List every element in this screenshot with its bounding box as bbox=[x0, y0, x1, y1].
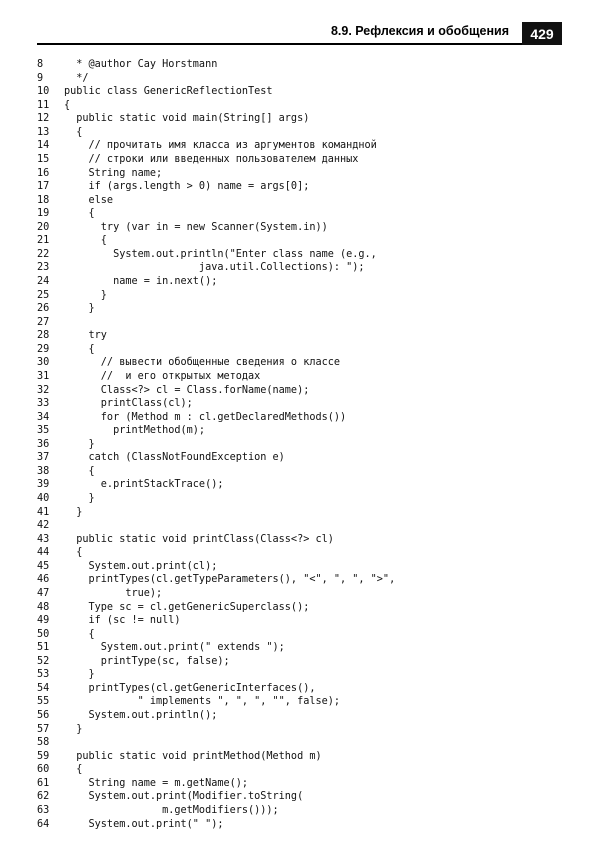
code-line bbox=[37, 709, 562, 723]
code-text: System.out.print(" "); bbox=[64, 818, 224, 830]
line-number: 52 bbox=[37, 655, 50, 667]
line-number: 54 bbox=[37, 682, 50, 694]
code-line bbox=[37, 438, 562, 452]
line-number: 14 bbox=[37, 140, 50, 152]
code-line bbox=[37, 465, 562, 479]
code-text: if (sc != null) bbox=[64, 615, 181, 627]
code-line bbox=[37, 628, 562, 642]
code-text: // строки или введенных пользователем данных bbox=[64, 153, 359, 165]
line-number: 51 bbox=[37, 642, 50, 654]
line-number: 19 bbox=[37, 208, 50, 220]
code-line bbox=[37, 180, 562, 194]
code-text: true); bbox=[64, 587, 163, 599]
code-line bbox=[37, 343, 562, 357]
code-text: else bbox=[64, 194, 114, 206]
code-line bbox=[37, 573, 562, 587]
line-number: 46 bbox=[37, 574, 50, 586]
code-text: { bbox=[64, 628, 95, 640]
code-line bbox=[37, 587, 562, 601]
code-text: if (args.length > 0) name = args[0]; bbox=[64, 181, 310, 193]
code-text: // вывести обобщенные сведения о классе bbox=[64, 357, 341, 369]
line-number: 26 bbox=[37, 303, 50, 315]
line-number: 55 bbox=[37, 696, 50, 708]
code-line bbox=[37, 668, 562, 682]
code-line bbox=[37, 316, 562, 330]
code-line bbox=[37, 99, 562, 113]
code-line bbox=[37, 370, 562, 384]
line-number: 61 bbox=[37, 777, 50, 789]
code-line bbox=[37, 329, 562, 343]
code-line bbox=[37, 411, 562, 425]
code-text: printType(sc, false); bbox=[64, 655, 230, 667]
code-text: public static void main(String[] args) bbox=[64, 113, 310, 125]
line-number: 47 bbox=[37, 587, 50, 599]
line-number: 20 bbox=[37, 221, 50, 233]
line-number: 21 bbox=[37, 235, 50, 247]
line-number: 45 bbox=[37, 560, 50, 572]
code-text: catch (ClassNotFoundException e) bbox=[64, 452, 285, 464]
line-number: 16 bbox=[37, 167, 50, 179]
code-line bbox=[37, 723, 562, 737]
line-number: 10 bbox=[37, 86, 50, 98]
code-text: public static void printClass(Class<?> cl) bbox=[64, 533, 334, 545]
code-line bbox=[37, 424, 562, 438]
code-text: } bbox=[64, 723, 83, 735]
line-number: 27 bbox=[37, 316, 50, 328]
code-line bbox=[37, 302, 562, 316]
code-line bbox=[37, 695, 562, 709]
code-line bbox=[37, 641, 562, 655]
code-line bbox=[37, 506, 562, 520]
code-text bbox=[64, 736, 562, 750]
code-text: // и его открытых методах bbox=[64, 370, 261, 382]
code-line bbox=[37, 153, 562, 167]
code-line bbox=[37, 139, 562, 153]
line-number: 11 bbox=[37, 99, 50, 111]
code-text: */ bbox=[64, 72, 89, 84]
code-line bbox=[37, 560, 562, 574]
code-line bbox=[37, 533, 562, 547]
code-text: { bbox=[64, 208, 95, 220]
code-line bbox=[37, 397, 562, 411]
line-number: 29 bbox=[37, 343, 50, 355]
line-number: 31 bbox=[37, 370, 50, 382]
code-text: System.out.print(cl); bbox=[64, 560, 218, 572]
line-number: 35 bbox=[37, 425, 50, 437]
code-text: name = in.next(); bbox=[64, 276, 218, 287]
code-line bbox=[37, 126, 562, 140]
code-text: * @author Cay Horstmann bbox=[64, 59, 218, 70]
line-number: 36 bbox=[37, 438, 50, 450]
code-line bbox=[37, 750, 562, 764]
code-text: printMethod(m); bbox=[64, 425, 206, 437]
page-header bbox=[37, 22, 562, 46]
code-line bbox=[37, 384, 562, 398]
code-line bbox=[37, 492, 562, 506]
line-number: 63 bbox=[37, 804, 50, 816]
code-line bbox=[37, 85, 562, 99]
line-number: 24 bbox=[37, 276, 50, 287]
line-number: 50 bbox=[37, 628, 50, 640]
line-number: 12 bbox=[37, 113, 50, 125]
code-text: String name = m.getName(); bbox=[64, 777, 249, 789]
code-text: try (var in = new Scanner(System.in)) bbox=[64, 221, 328, 233]
code-text: { bbox=[64, 99, 71, 111]
code-text: try bbox=[64, 330, 107, 342]
code-text: java.util.Collections): "); bbox=[64, 262, 365, 274]
code-text: { bbox=[64, 547, 83, 559]
code-text: { bbox=[64, 235, 107, 247]
line-number: 38 bbox=[37, 465, 50, 477]
code-text: public static void printMethod(Method m) bbox=[64, 750, 322, 762]
code-text bbox=[64, 316, 562, 330]
code-line bbox=[37, 207, 562, 221]
code-line bbox=[37, 275, 562, 289]
line-number: 49 bbox=[37, 615, 50, 627]
line-number: 22 bbox=[37, 248, 50, 260]
code-line bbox=[37, 818, 562, 832]
code-text: m.getModifiers())); bbox=[64, 804, 279, 816]
code-text: { bbox=[64, 764, 83, 776]
code-text: Type sc = cl.getGenericSuperclass(); bbox=[64, 601, 310, 613]
line-number: 60 bbox=[37, 764, 50, 776]
code-line bbox=[37, 289, 562, 303]
line-number: 15 bbox=[37, 153, 50, 165]
line-number: 9 bbox=[37, 72, 44, 84]
code-listing bbox=[37, 58, 562, 831]
line-number: 53 bbox=[37, 669, 50, 681]
code-text: System.out.print(Modifier.toString( bbox=[64, 791, 304, 803]
line-number: 23 bbox=[37, 262, 50, 274]
code-text: printTypes(cl.getGenericInterfaces(), bbox=[64, 682, 316, 694]
line-number: 58 bbox=[37, 737, 50, 749]
line-number: 41 bbox=[37, 506, 50, 518]
code-text: { bbox=[64, 343, 95, 355]
code-line bbox=[37, 804, 562, 818]
code-text: String name; bbox=[64, 167, 163, 179]
code-text: { bbox=[64, 465, 95, 477]
section-title: 8.9. Рефлексия и обобщения bbox=[330, 24, 509, 38]
code-line bbox=[37, 736, 562, 750]
code-line bbox=[37, 655, 562, 669]
code-text: System.out.println(); bbox=[64, 710, 218, 721]
code-text bbox=[64, 519, 562, 533]
code-text: } bbox=[64, 289, 107, 301]
code-text: Class<?> cl = Class.forName(name); bbox=[64, 384, 310, 396]
code-line bbox=[37, 790, 562, 804]
code-text: System.out.println("Enter class name (e.g., bbox=[64, 248, 377, 260]
line-number: 39 bbox=[37, 479, 50, 491]
code-text: " implements ", ", ", "", false); bbox=[64, 696, 341, 708]
code-text: printClass(cl); bbox=[64, 398, 193, 410]
code-line bbox=[37, 356, 562, 370]
code-line bbox=[37, 72, 562, 86]
line-number: 17 bbox=[37, 181, 50, 193]
line-number: 18 bbox=[37, 194, 50, 206]
code-line bbox=[37, 777, 562, 791]
line-number: 64 bbox=[37, 818, 50, 830]
code-text: } bbox=[64, 493, 95, 504]
code-text: } bbox=[64, 438, 95, 450]
code-line bbox=[37, 763, 562, 777]
line-number: 40 bbox=[37, 493, 50, 504]
line-number: 8 bbox=[37, 59, 44, 70]
code-text: System.out.print(" extends "); bbox=[64, 642, 285, 654]
code-text: } bbox=[64, 506, 83, 518]
line-number: 28 bbox=[37, 330, 50, 342]
code-line bbox=[37, 614, 562, 628]
code-line bbox=[37, 167, 562, 181]
header-rule bbox=[37, 43, 522, 45]
code-line bbox=[37, 234, 562, 248]
line-number: 37 bbox=[37, 452, 50, 464]
code-text: e.printStackTrace(); bbox=[64, 479, 224, 491]
code-text: } bbox=[64, 669, 95, 681]
line-number: 32 bbox=[37, 384, 50, 396]
code-line bbox=[37, 519, 562, 533]
code-line bbox=[37, 451, 562, 465]
code-line bbox=[37, 601, 562, 615]
line-number: 13 bbox=[37, 126, 50, 138]
code-text: } bbox=[64, 303, 95, 315]
line-number: 43 bbox=[37, 533, 50, 545]
code-text: printTypes(cl.getTypeParameters(), "<", ", ", ">", bbox=[64, 574, 396, 586]
code-line bbox=[37, 546, 562, 560]
line-number: 30 bbox=[37, 357, 50, 369]
code-line bbox=[37, 112, 562, 126]
code-text: for (Method m : cl.getDeclaredMethods()) bbox=[64, 411, 347, 423]
code-text: // прочитать имя класса из аргументов командной bbox=[64, 140, 377, 152]
line-number: 44 bbox=[37, 547, 50, 559]
line-number: 62 bbox=[37, 791, 50, 803]
code-line bbox=[37, 478, 562, 492]
line-number: 25 bbox=[37, 289, 50, 301]
code-text: { bbox=[64, 126, 83, 138]
code-line bbox=[37, 682, 562, 696]
code-line bbox=[37, 194, 562, 208]
line-number: 48 bbox=[37, 601, 50, 613]
page-number: 429 bbox=[522, 22, 562, 45]
line-number: 57 bbox=[37, 723, 50, 735]
code-line bbox=[37, 261, 562, 275]
code-line bbox=[37, 248, 562, 262]
code-line bbox=[37, 221, 562, 235]
line-number: 34 bbox=[37, 411, 50, 423]
line-number: 42 bbox=[37, 520, 50, 532]
line-number: 33 bbox=[37, 398, 50, 410]
line-number: 56 bbox=[37, 710, 50, 721]
code-text: public class GenericReflectionTest bbox=[64, 86, 273, 98]
line-number: 59 bbox=[37, 750, 50, 762]
code-line bbox=[37, 58, 562, 72]
